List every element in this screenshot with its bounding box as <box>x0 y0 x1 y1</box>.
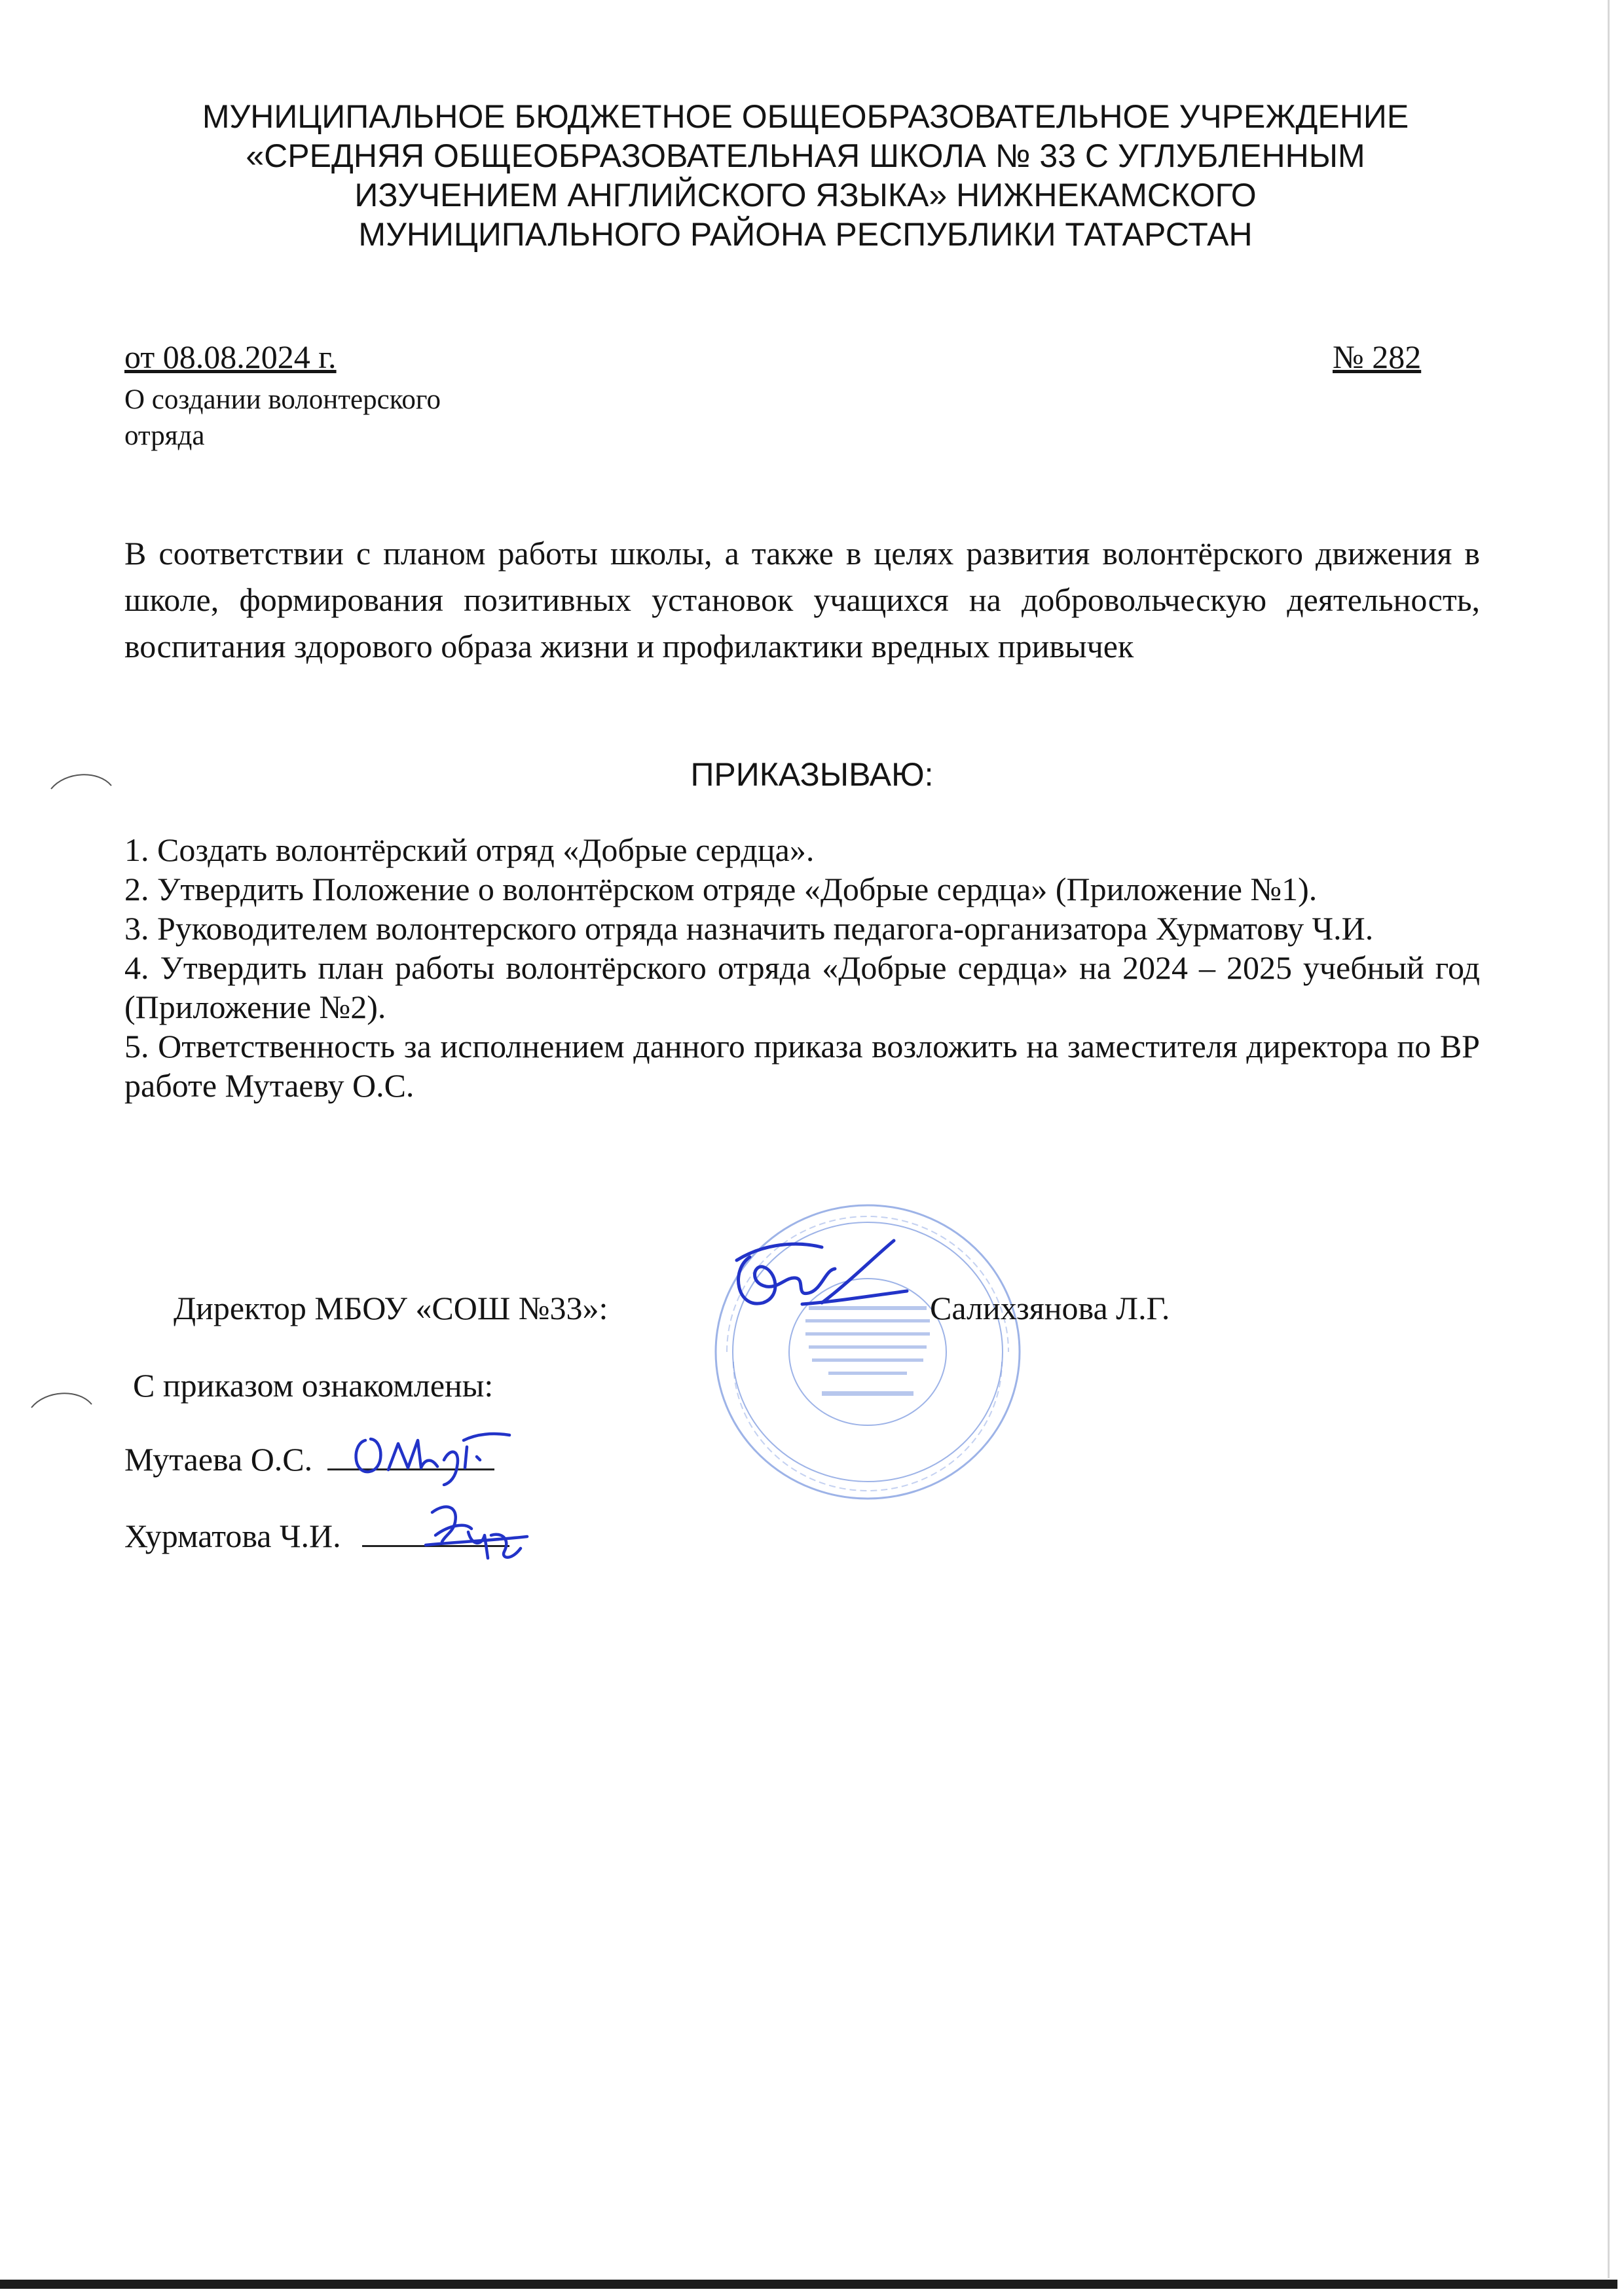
header-line: ИЗУЧЕНИЕМ АНГЛИЙСКОГО ЯЗЫКА» НИЖНЕКАМСКОГО <box>354 177 1257 213</box>
header-line: МУНИЦИПАЛЬНОЕ БЮДЖЕТНОЕ ОБЩЕОБРАЗОВАТЕЛЬНОЕ УЧРЕЖДЕНИЕ <box>202 98 1409 135</box>
order-item: 1. Создать волонтёрский отряд «Добрые сердца». <box>124 831 815 868</box>
punch-hole-mark <box>26 1385 98 1424</box>
acquainted-title: С приказом ознакомлены: <box>133 1367 494 1404</box>
acquainted-name: Мутаева О.С. <box>124 1441 313 1478</box>
order-number: № 282 <box>1333 338 1422 375</box>
order-heading: ПРИКАЗЫВАЮ: <box>690 756 934 793</box>
scan-edge <box>1608 0 1610 2278</box>
director-name: Салихзянова Л.Г. <box>930 1290 1170 1326</box>
institution-header <box>124 97 1486 254</box>
mutaeva-signature <box>346 1421 523 1486</box>
scan-bottom-edge <box>0 2280 1617 2289</box>
punch-hole-mark <box>46 766 118 805</box>
order-items <box>124 830 1480 1105</box>
header-line: «СРЕДНЯЯ ОБЩЕОБРАЗОВАТЕЛЬНАЯ ШКОЛА № 33 С УГЛУБЛЕННЫМ <box>246 137 1365 174</box>
order-subject <box>124 382 583 454</box>
khurmatova-signature <box>419 1496 530 1568</box>
order-subject-line: отряда <box>124 420 205 451</box>
header-line: МУНИЦИПАЛЬНОГО РАЙОНА РЕСПУБЛИКИ ТАТАРСТАН <box>358 216 1253 253</box>
order-item: 4. Утвердить план работы волонтёрского отряда «Добрые сердца» на 2024 – 2025 учебный год (Приложение №2). <box>124 949 1480 1025</box>
order-item: 5. Ответственность за исполнением данного приказа возложить на заместителя директора по ВР работе Мутаеву О.С. <box>124 1028 1480 1104</box>
intro-paragraph: В соответствии с планом работы школы, а также в целях развития волонтёрского движения в школе, формирования позитивных установок учащихся на добровольческую деятельность, воспитания здорового образа жизни и профилактики вредных привычек <box>124 535 1480 665</box>
acquainted-name: Хурматова Ч.И. <box>124 1518 341 1554</box>
director-label: Директор МБОУ «СОШ №33»: <box>174 1290 608 1326</box>
order-subject-line: О создании волонтерского <box>124 384 441 415</box>
order-item: 3. Руководителем волонтерского отряда назначить педагога-организатора Хурматову Ч.И. <box>124 910 1374 947</box>
order-date: от 08.08.2024 г. <box>124 338 337 375</box>
director-signature <box>724 1231 920 1329</box>
order-item: 2. Утвердить Положение о волонтёрском отряде «Добрые сердца» (Приложение №1). <box>124 871 1318 907</box>
